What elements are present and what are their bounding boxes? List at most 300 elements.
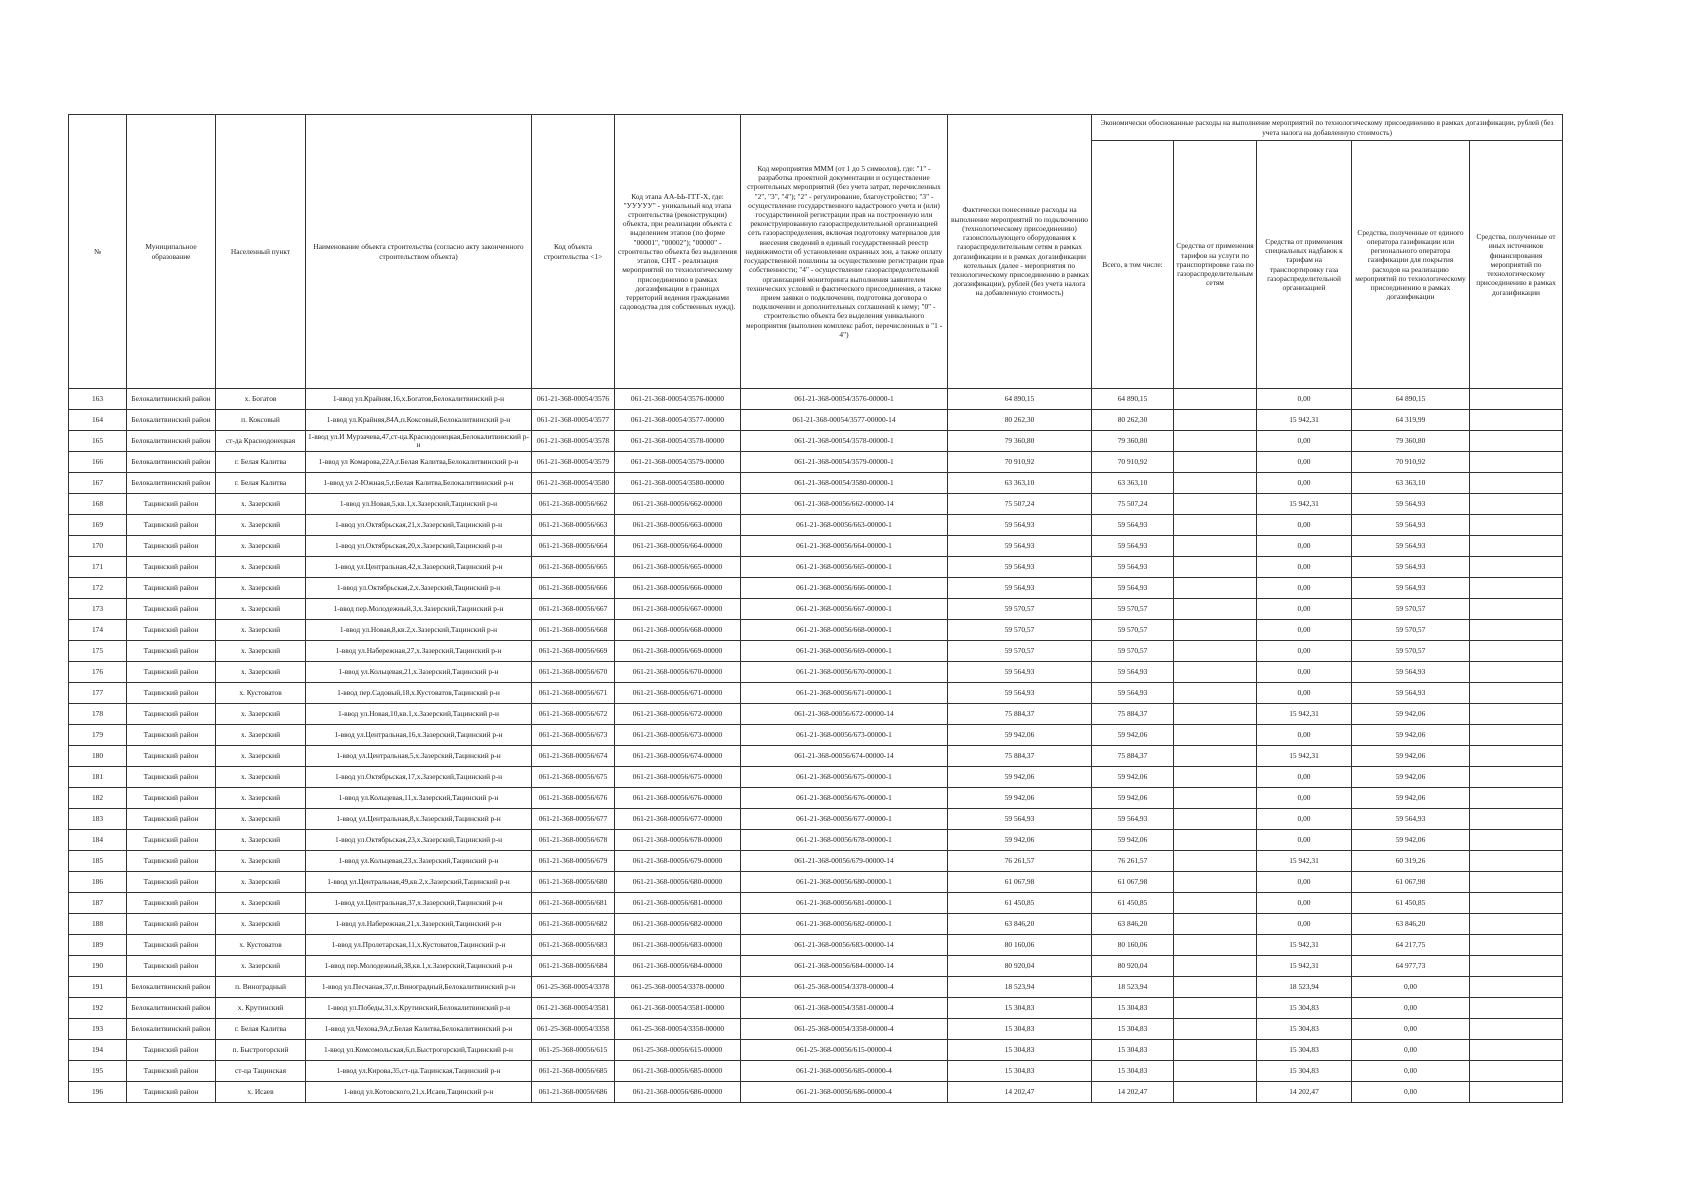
municipality-cell: Белокалитвинский район bbox=[127, 473, 216, 494]
total-cell: 75 884,37 bbox=[1092, 704, 1174, 725]
object-name-cell: 1-ввод ул.Крайняя,16,х.Богатов,Белокалитвинский р-н bbox=[306, 389, 532, 410]
total-cell: 59 942,06 bbox=[1092, 767, 1174, 788]
special-markup-cell: 0,00 bbox=[1257, 662, 1352, 683]
stage-code-cell: 061-21-368-00056/672-00000 bbox=[615, 704, 741, 725]
total-cell: 61 067,98 bbox=[1092, 872, 1174, 893]
tariff-transport-cell bbox=[1174, 830, 1257, 851]
locality-cell: ст-да Краснодонецкая bbox=[216, 431, 306, 452]
row-number: 189 bbox=[69, 935, 127, 956]
object-name-cell: 1-ввод ул.Пролетарская,11,х.Кустоватов,Тацинский р-н bbox=[306, 935, 532, 956]
municipality-cell: Тацинский район bbox=[127, 851, 216, 872]
single-operator-cell: 59 564,93 bbox=[1352, 683, 1470, 704]
tariff-transport-cell bbox=[1174, 893, 1257, 914]
municipality-cell: Тацинский район bbox=[127, 746, 216, 767]
total-cell: 80 920,04 bbox=[1092, 956, 1174, 977]
stage-code-cell: 061-21-368-00056/668-00000 bbox=[615, 620, 741, 641]
object-name-cell: 1-ввод ул.Крайняя,84А,п.Коксовый,Белокалитвинский р-н bbox=[306, 410, 532, 431]
tariff-transport-cell bbox=[1174, 1019, 1257, 1040]
row-number: 195 bbox=[69, 1061, 127, 1082]
measure-code-cell: 061-21-368-00054/3576-00000-1 bbox=[741, 389, 948, 410]
header-locality: Населенный пункт bbox=[216, 115, 306, 389]
tariff-transport-cell bbox=[1174, 599, 1257, 620]
row-number: 193 bbox=[69, 1019, 127, 1040]
municipality-cell: Тацинский район bbox=[127, 956, 216, 977]
object-name-cell: 1-ввод ул.Кольцевая,21,х.Зазерский,Тацинский р-н bbox=[306, 662, 532, 683]
locality-cell: х. Кустоватов bbox=[216, 935, 306, 956]
actual-costs-cell: 59 942,06 bbox=[948, 725, 1092, 746]
measure-code-cell: 061-21-368-00056/672-00000-14 bbox=[741, 704, 948, 725]
single-operator-cell: 61 067,98 bbox=[1352, 872, 1470, 893]
municipality-cell: Белокалитвинский район bbox=[127, 977, 216, 998]
tariff-transport-cell bbox=[1174, 998, 1257, 1019]
tariff-transport-cell bbox=[1174, 578, 1257, 599]
actual-costs-cell: 63 846,20 bbox=[948, 914, 1092, 935]
row-number: 190 bbox=[69, 956, 127, 977]
locality-cell: х. Зазерский bbox=[216, 746, 306, 767]
other-sources-cell bbox=[1470, 956, 1563, 977]
other-sources-cell bbox=[1470, 641, 1563, 662]
stage-code-cell: 061-21-368-00056/675-00000 bbox=[615, 767, 741, 788]
total-cell: 80 262,30 bbox=[1092, 410, 1174, 431]
measure-code-cell: 061-21-368-00056/674-00000-14 bbox=[741, 746, 948, 767]
total-cell: 63 846,20 bbox=[1092, 914, 1174, 935]
special-markup-cell: 0,00 bbox=[1257, 914, 1352, 935]
locality-cell: п. Быстрогорский bbox=[216, 1040, 306, 1061]
measure-code-cell: 061-25-368-00056/615-00000-4 bbox=[741, 1040, 948, 1061]
stage-code-cell: 061-21-368-00056/683-00000 bbox=[615, 935, 741, 956]
table-row bbox=[69, 872, 1563, 893]
single-operator-cell: 64 319,99 bbox=[1352, 410, 1470, 431]
special-markup-cell: 15 942,31 bbox=[1257, 494, 1352, 515]
tariff-transport-cell bbox=[1174, 473, 1257, 494]
header-actual-costs: Фактически понесенные расходы на выполнение мероприятий по подключению (технологическому присоединению) газоиспользующего оборудования к газораспределительным сетям в рамках догазификации и в рамках догазификации котельных (далее - мероприятия по технологическому присоединению в рамках догазификации), рублей (без учета налога на добавленную стоимость) bbox=[948, 115, 1092, 389]
object-name-cell: 1-ввод ул.Центральная,8,х.Зазерский,Тацинский р-н bbox=[306, 809, 532, 830]
measure-code-cell: 061-21-368-00056/678-00000-1 bbox=[741, 830, 948, 851]
single-operator-cell: 59 564,93 bbox=[1352, 536, 1470, 557]
other-sources-cell bbox=[1470, 704, 1563, 725]
tariff-transport-cell bbox=[1174, 452, 1257, 473]
stage-code-cell: 061-21-368-00054/3578-00000 bbox=[615, 431, 741, 452]
row-number: 194 bbox=[69, 1040, 127, 1061]
table-row bbox=[69, 578, 1563, 599]
measure-code-cell: 061-21-368-00056/684-00000-14 bbox=[741, 956, 948, 977]
measure-code-cell: 061-21-368-00054/3578-00000-1 bbox=[741, 431, 948, 452]
single-operator-cell: 60 319,26 bbox=[1352, 851, 1470, 872]
other-sources-cell bbox=[1470, 746, 1563, 767]
other-sources-cell bbox=[1470, 557, 1563, 578]
special-markup-cell: 15 942,31 bbox=[1257, 704, 1352, 725]
object-name-cell: 1-ввод ул.Октябрьская,2,х.Зазерский,Тацинский р-н bbox=[306, 578, 532, 599]
other-sources-cell bbox=[1470, 893, 1563, 914]
object-code-cell: 061-21-368-00056/675 bbox=[532, 767, 615, 788]
row-number: 182 bbox=[69, 788, 127, 809]
total-cell: 59 942,06 bbox=[1092, 788, 1174, 809]
total-cell: 18 523,94 bbox=[1092, 977, 1174, 998]
row-number: 163 bbox=[69, 389, 127, 410]
other-sources-cell bbox=[1470, 1082, 1563, 1103]
row-number: 174 bbox=[69, 620, 127, 641]
object-code-cell: 061-21-368-00056/674 bbox=[532, 746, 615, 767]
tariff-transport-cell bbox=[1174, 1082, 1257, 1103]
other-sources-cell bbox=[1470, 536, 1563, 557]
stage-code-cell: 061-25-368-00054/3358-00000 bbox=[615, 1019, 741, 1040]
total-cell: 75 884,37 bbox=[1092, 746, 1174, 767]
total-cell: 59 564,93 bbox=[1092, 578, 1174, 599]
row-number: 169 bbox=[69, 515, 127, 536]
table-row bbox=[69, 893, 1563, 914]
actual-costs-cell: 63 363,10 bbox=[948, 473, 1092, 494]
object-code-cell: 061-21-368-00056/679 bbox=[532, 851, 615, 872]
other-sources-cell bbox=[1470, 1019, 1563, 1040]
actual-costs-cell: 14 202,47 bbox=[948, 1082, 1092, 1103]
measure-code-cell: 061-21-368-00056/675-00000-1 bbox=[741, 767, 948, 788]
total-cell: 15 304,83 bbox=[1092, 1061, 1174, 1082]
object-code-cell: 061-21-368-00056/677 bbox=[532, 809, 615, 830]
tariff-transport-cell bbox=[1174, 620, 1257, 641]
object-name-cell: 1-ввод ул.Кольцевая,23,х.Зазерский,Тацинский р-н bbox=[306, 851, 532, 872]
total-cell: 14 202,47 bbox=[1092, 1082, 1174, 1103]
total-cell: 64 890,15 bbox=[1092, 389, 1174, 410]
locality-cell: ст-ца Тацинская bbox=[216, 1061, 306, 1082]
row-number: 168 bbox=[69, 494, 127, 515]
municipality-cell: Тацинский район bbox=[127, 536, 216, 557]
row-number: 188 bbox=[69, 914, 127, 935]
header-object-code: Код объекта строительства <1> bbox=[532, 115, 615, 389]
object-code-cell: 061-21-368-00056/671 bbox=[532, 683, 615, 704]
row-number: 183 bbox=[69, 809, 127, 830]
special-markup-cell: 0,00 bbox=[1257, 515, 1352, 536]
table-row bbox=[69, 746, 1563, 767]
measure-code-cell: 061-21-368-00054/3581-00000-4 bbox=[741, 998, 948, 1019]
municipality-cell: Тацинский район bbox=[127, 872, 216, 893]
object-name-cell: 1-ввод ул.Кольцевая,11,х.Зазерский,Тацинский р-н bbox=[306, 788, 532, 809]
table-row bbox=[69, 1040, 1563, 1061]
stage-code-cell: 061-21-368-00056/678-00000 bbox=[615, 830, 741, 851]
special-markup-cell: 0,00 bbox=[1257, 578, 1352, 599]
row-number: 191 bbox=[69, 977, 127, 998]
object-code-cell: 061-21-368-00054/3578 bbox=[532, 431, 615, 452]
locality-cell: п. Виноградный bbox=[216, 977, 306, 998]
measure-code-cell: 061-21-368-00056/679-00000-14 bbox=[741, 851, 948, 872]
measure-code-cell: 061-21-368-00056/662-00000-14 bbox=[741, 494, 948, 515]
table-row bbox=[69, 830, 1563, 851]
actual-costs-cell: 18 523,94 bbox=[948, 977, 1092, 998]
locality-cell: х. Зазерский bbox=[216, 536, 306, 557]
total-cell: 59 564,93 bbox=[1092, 662, 1174, 683]
special-markup-cell: 0,00 bbox=[1257, 536, 1352, 557]
row-number: 180 bbox=[69, 746, 127, 767]
measure-code-cell: 061-21-368-00056/668-00000-1 bbox=[741, 620, 948, 641]
other-sources-cell bbox=[1470, 578, 1563, 599]
object-code-cell: 061-21-368-00056/664 bbox=[532, 536, 615, 557]
single-operator-cell: 59 564,93 bbox=[1352, 515, 1470, 536]
measure-code-cell: 061-21-368-00056/686-00000-4 bbox=[741, 1082, 948, 1103]
special-markup-cell: 0,00 bbox=[1257, 809, 1352, 830]
total-cell: 59 564,93 bbox=[1092, 515, 1174, 536]
row-number: 171 bbox=[69, 557, 127, 578]
table-row bbox=[69, 431, 1563, 452]
object-name-cell: 1-ввод ул.Комсомольская,6,п.Быстрогорский,Тацинский р-н bbox=[306, 1040, 532, 1061]
object-name-cell: 1-ввод ул.Набережная,27,х.Зазерский,Тацинский р-н bbox=[306, 641, 532, 662]
special-markup-cell: 14 202,47 bbox=[1257, 1082, 1352, 1103]
object-name-cell: 1-ввод ул.Центральная,5,х.Зазерский,Тацинский р-н bbox=[306, 746, 532, 767]
special-markup-cell: 0,00 bbox=[1257, 788, 1352, 809]
stage-code-cell: 061-25-368-00056/615-00000 bbox=[615, 1040, 741, 1061]
object-code-cell: 061-21-368-00054/3580 bbox=[532, 473, 615, 494]
single-operator-cell: 64 217,75 bbox=[1352, 935, 1470, 956]
actual-costs-cell: 75 884,37 bbox=[948, 746, 1092, 767]
single-operator-cell: 79 360,80 bbox=[1352, 431, 1470, 452]
actual-costs-cell: 59 564,93 bbox=[948, 662, 1092, 683]
tariff-transport-cell bbox=[1174, 977, 1257, 998]
header-economic-costs-group: Экономически обоснованные расходы на выполнение мероприятий по технологическому присоединению в рамках догазификации, рублей (без учета налога на добавленную стоимость) bbox=[1092, 115, 1563, 141]
stage-code-cell: 061-21-368-00056/664-00000 bbox=[615, 536, 741, 557]
table-row bbox=[69, 662, 1563, 683]
total-cell: 79 360,80 bbox=[1092, 431, 1174, 452]
stage-code-cell: 061-21-368-00056/682-00000 bbox=[615, 914, 741, 935]
total-cell: 61 450,85 bbox=[1092, 893, 1174, 914]
object-name-cell: 1-ввод ул.Котовского,21,х.Исаев,Тацинский р-н bbox=[306, 1082, 532, 1103]
row-number: 166 bbox=[69, 452, 127, 473]
header-other-sources: Средства, полученные от иных источников финансирования мероприятий по технологическому присоединению в рамках догазификации bbox=[1470, 141, 1563, 389]
object-name-cell: 1-ввод ул.Центральная,49,кв.2,х.Зазерский,Тацинский р-н bbox=[306, 872, 532, 893]
measure-code-cell: 061-21-368-00056/667-00000-1 bbox=[741, 599, 948, 620]
stage-code-cell: 061-21-368-00056/679-00000 bbox=[615, 851, 741, 872]
municipality-cell: Белокалитвинский район bbox=[127, 1019, 216, 1040]
header-total: Всего, в том числе: bbox=[1092, 141, 1174, 389]
object-name-cell: 1-ввод пер.Садовый,18,х.Кустоватов,Тацинский р-н bbox=[306, 683, 532, 704]
other-sources-cell bbox=[1470, 725, 1563, 746]
locality-cell: х. Зазерский bbox=[216, 893, 306, 914]
single-operator-cell: 64 977,73 bbox=[1352, 956, 1470, 977]
measure-code-cell: 061-21-368-00056/669-00000-1 bbox=[741, 641, 948, 662]
locality-cell: х. Зазерский bbox=[216, 809, 306, 830]
actual-costs-cell: 64 890,15 bbox=[948, 389, 1092, 410]
header-special-markup: Средства от применения специальных надбавок к тарифам на транспортировку газа газораспределительной организацией bbox=[1257, 141, 1352, 389]
table-row bbox=[69, 977, 1563, 998]
actual-costs-cell: 76 261,57 bbox=[948, 851, 1092, 872]
locality-cell: х. Зазерский bbox=[216, 704, 306, 725]
municipality-cell: Тацинский район bbox=[127, 1040, 216, 1061]
tariff-transport-cell bbox=[1174, 788, 1257, 809]
locality-cell: х. Зазерский bbox=[216, 956, 306, 977]
single-operator-cell: 59 570,57 bbox=[1352, 599, 1470, 620]
special-markup-cell: 15 304,83 bbox=[1257, 1019, 1352, 1040]
special-markup-cell: 0,00 bbox=[1257, 893, 1352, 914]
object-name-cell: 1-ввод ул Комарова,22А,г.Белая Калитва,Белокалитвинский р-н bbox=[306, 452, 532, 473]
stage-code-cell: 061-21-368-00054/3580-00000 bbox=[615, 473, 741, 494]
locality-cell: х. Зазерский bbox=[216, 620, 306, 641]
measure-code-cell: 061-21-368-00056/665-00000-1 bbox=[741, 557, 948, 578]
actual-costs-cell: 59 564,93 bbox=[948, 557, 1092, 578]
stage-code-cell: 061-21-368-00056/667-00000 bbox=[615, 599, 741, 620]
single-operator-cell: 59 942,06 bbox=[1352, 788, 1470, 809]
locality-cell: х. Крутинский bbox=[216, 998, 306, 1019]
table-row bbox=[69, 641, 1563, 662]
object-code-cell: 061-21-368-00056/665 bbox=[532, 557, 615, 578]
header-object-name: Наименование объекта строительства (согласно акту законченного строительством объекта) bbox=[306, 115, 532, 389]
total-cell: 59 570,57 bbox=[1092, 641, 1174, 662]
total-cell: 59 564,93 bbox=[1092, 536, 1174, 557]
single-operator-cell: 59 564,93 bbox=[1352, 557, 1470, 578]
other-sources-cell bbox=[1470, 1040, 1563, 1061]
municipality-cell: Тацинский район bbox=[127, 830, 216, 851]
stage-code-cell: 061-21-368-00056/677-00000 bbox=[615, 809, 741, 830]
table-row bbox=[69, 1061, 1563, 1082]
municipality-cell: Тацинский район bbox=[127, 1082, 216, 1103]
stage-code-cell: 061-21-368-00056/673-00000 bbox=[615, 725, 741, 746]
object-code-cell: 061-21-368-00056/663 bbox=[532, 515, 615, 536]
single-operator-cell: 0,00 bbox=[1352, 1082, 1470, 1103]
actual-costs-cell: 59 570,57 bbox=[948, 599, 1092, 620]
measure-code-cell: 061-21-368-00056/680-00000-1 bbox=[741, 872, 948, 893]
other-sources-cell bbox=[1470, 998, 1563, 1019]
locality-cell: х. Зазерский bbox=[216, 515, 306, 536]
actual-costs-cell: 59 942,06 bbox=[948, 788, 1092, 809]
stage-code-cell: 061-21-368-00056/665-00000 bbox=[615, 557, 741, 578]
stage-code-cell: 061-21-368-00056/663-00000 bbox=[615, 515, 741, 536]
actual-costs-cell: 75 507,24 bbox=[948, 494, 1092, 515]
municipality-cell: Тацинский район bbox=[127, 725, 216, 746]
other-sources-cell bbox=[1470, 872, 1563, 893]
object-code-cell: 061-21-368-00056/670 bbox=[532, 662, 615, 683]
special-markup-cell: 0,00 bbox=[1257, 683, 1352, 704]
object-code-cell: 061-21-368-00056/678 bbox=[532, 830, 615, 851]
municipality-cell: Тацинский район bbox=[127, 515, 216, 536]
total-cell: 15 304,83 bbox=[1092, 1019, 1174, 1040]
locality-cell: х. Зазерский bbox=[216, 914, 306, 935]
municipality-cell: Тацинский район bbox=[127, 641, 216, 662]
locality-cell: х. Зазерский bbox=[216, 641, 306, 662]
object-code-cell: 061-21-368-00056/666 bbox=[532, 578, 615, 599]
other-sources-cell bbox=[1470, 683, 1563, 704]
actual-costs-cell: 59 564,93 bbox=[948, 578, 1092, 599]
object-name-cell: 1-ввод пер.Молодежный,38,кв.1,х.Зазерский,Тацинский р-н bbox=[306, 956, 532, 977]
actual-costs-cell: 61 067,98 bbox=[948, 872, 1092, 893]
other-sources-cell bbox=[1470, 431, 1563, 452]
stage-code-cell: 061-21-368-00054/3576-00000 bbox=[615, 389, 741, 410]
stage-code-cell: 061-21-368-00056/671-00000 bbox=[615, 683, 741, 704]
table-row bbox=[69, 683, 1563, 704]
object-code-cell: 061-21-368-00056/686 bbox=[532, 1082, 615, 1103]
table-row bbox=[69, 725, 1563, 746]
actual-costs-cell: 59 564,93 bbox=[948, 809, 1092, 830]
tariff-transport-cell bbox=[1174, 431, 1257, 452]
locality-cell: х. Зазерский bbox=[216, 557, 306, 578]
tariff-transport-cell bbox=[1174, 914, 1257, 935]
special-markup-cell: 15 304,83 bbox=[1257, 998, 1352, 1019]
total-cell: 59 942,06 bbox=[1092, 830, 1174, 851]
stage-code-cell: 061-21-368-00056/685-00000 bbox=[615, 1061, 741, 1082]
header-stage-code: Код этапа АА-ЬЬ-ГГГ-Х, где: "УУУУУ" - уникальный код этапа строительства (реконструкции) объекта, при реализации объекта с выделением этапов (по форме "00001", "00002"); "00000" - строительство объекта без выделения этапов, СНТ - реализация мероприятий по технологическому присоединению в рамках догазификации в границах территорий ведения гражданами садоводства для собственных нужд). bbox=[615, 115, 741, 389]
actual-costs-cell: 80 262,30 bbox=[948, 410, 1092, 431]
special-markup-cell: 18 523,94 bbox=[1257, 977, 1352, 998]
single-operator-cell: 63 846,20 bbox=[1352, 914, 1470, 935]
table-row bbox=[69, 1082, 1563, 1103]
actual-costs-cell: 59 564,93 bbox=[948, 536, 1092, 557]
locality-cell: х. Зазерский bbox=[216, 599, 306, 620]
municipality-cell: Тацинский район bbox=[127, 599, 216, 620]
tariff-transport-cell bbox=[1174, 725, 1257, 746]
other-sources-cell bbox=[1470, 788, 1563, 809]
object-code-cell: 061-25-368-00054/3358 bbox=[532, 1019, 615, 1040]
actual-costs-cell: 61 450,85 bbox=[948, 893, 1092, 914]
total-cell: 15 304,83 bbox=[1092, 998, 1174, 1019]
municipality-cell: Тацинский район bbox=[127, 893, 216, 914]
tariff-transport-cell bbox=[1174, 767, 1257, 788]
municipality-cell: Тацинский район bbox=[127, 683, 216, 704]
single-operator-cell: 63 363,10 bbox=[1352, 473, 1470, 494]
tariff-transport-cell bbox=[1174, 389, 1257, 410]
object-code-cell: 061-21-368-00056/673 bbox=[532, 725, 615, 746]
actual-costs-cell: 15 304,83 bbox=[948, 1061, 1092, 1082]
object-name-cell: 1-ввод ул.Новая,5,кв.1,х.Зазерский,Тацинский р-н bbox=[306, 494, 532, 515]
object-name-cell: 1-ввод ул.Песчаная,37,п.Виноградный,Белокалитвинский р-н bbox=[306, 977, 532, 998]
single-operator-cell: 59 564,93 bbox=[1352, 578, 1470, 599]
table-row bbox=[69, 410, 1563, 431]
tariff-transport-cell bbox=[1174, 662, 1257, 683]
object-code-cell: 061-21-368-00054/3579 bbox=[532, 452, 615, 473]
tariff-transport-cell bbox=[1174, 641, 1257, 662]
object-code-cell: 061-21-368-00056/667 bbox=[532, 599, 615, 620]
actual-costs-cell: 15 304,83 bbox=[948, 1040, 1092, 1061]
municipality-cell: Тацинский район bbox=[127, 557, 216, 578]
object-name-cell: 1-ввод ул.Новая,10,кв.1,х.Зазерский,Тацинский р-н bbox=[306, 704, 532, 725]
single-operator-cell: 59 564,93 bbox=[1352, 809, 1470, 830]
actual-costs-cell: 15 304,83 bbox=[948, 1019, 1092, 1040]
table-row bbox=[69, 599, 1563, 620]
object-code-cell: 061-21-368-00054/3576 bbox=[532, 389, 615, 410]
measure-code-cell: 061-21-368-00056/677-00000-1 bbox=[741, 809, 948, 830]
measure-code-cell: 061-21-368-00056/671-00000-1 bbox=[741, 683, 948, 704]
special-markup-cell: 0,00 bbox=[1257, 620, 1352, 641]
measure-code-cell: 061-21-368-00056/670-00000-1 bbox=[741, 662, 948, 683]
row-number: 181 bbox=[69, 767, 127, 788]
actual-costs-cell: 59 564,93 bbox=[948, 515, 1092, 536]
locality-cell: х. Зазерский bbox=[216, 767, 306, 788]
object-name-cell: 1-ввод ул.Октябрьская,17,х.Зазерский,Тацинский р-н bbox=[306, 767, 532, 788]
municipality-cell: Белокалитвинский район bbox=[127, 410, 216, 431]
stage-code-cell: 061-21-368-00056/669-00000 bbox=[615, 641, 741, 662]
object-name-cell: 1-ввод ул.Центральная,42,х.Зазерский,Тацинский р-н bbox=[306, 557, 532, 578]
municipality-cell: Тацинский район bbox=[127, 620, 216, 641]
locality-cell: х. Зазерский bbox=[216, 725, 306, 746]
table-row bbox=[69, 536, 1563, 557]
row-number: 164 bbox=[69, 410, 127, 431]
single-operator-cell: 64 890,15 bbox=[1352, 389, 1470, 410]
single-operator-cell: 0,00 bbox=[1352, 1061, 1470, 1082]
object-name-cell: 1-ввод ул.Центральная,37,х.Зазерский,Тацинский р-н bbox=[306, 893, 532, 914]
row-number: 170 bbox=[69, 536, 127, 557]
header-number: № bbox=[69, 115, 127, 389]
stage-code-cell: 061-21-368-00054/3581-00000 bbox=[615, 998, 741, 1019]
single-operator-cell: 61 450,85 bbox=[1352, 893, 1470, 914]
total-cell: 59 942,06 bbox=[1092, 725, 1174, 746]
municipality-cell: Тацинский район bbox=[127, 494, 216, 515]
table-row bbox=[69, 956, 1563, 977]
row-number: 165 bbox=[69, 431, 127, 452]
other-sources-cell bbox=[1470, 767, 1563, 788]
object-name-cell: 1-ввод ул 2-Южная,5,г.Белая Калитва,Белокалитвинский р-н bbox=[306, 473, 532, 494]
special-markup-cell: 0,00 bbox=[1257, 431, 1352, 452]
stage-code-cell: 061-21-368-00056/684-00000 bbox=[615, 956, 741, 977]
table-row bbox=[69, 1019, 1563, 1040]
tariff-transport-cell bbox=[1174, 515, 1257, 536]
municipality-cell: Тацинский район bbox=[127, 914, 216, 935]
tariff-transport-cell bbox=[1174, 536, 1257, 557]
connection-costs-table bbox=[68, 114, 1563, 1103]
single-operator-cell: 0,00 bbox=[1352, 1019, 1470, 1040]
